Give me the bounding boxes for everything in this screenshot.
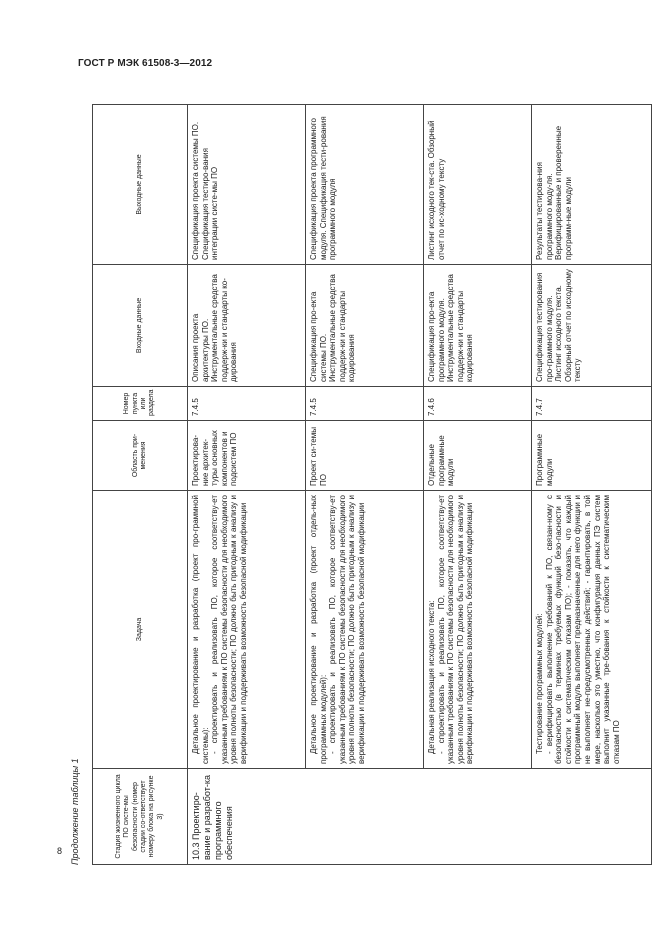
task-title: Детальная реализация исходного текста:: [427, 600, 436, 754]
inputs-cell: Спецификация тестирования про-граммного модуля. Листинг исходного текста. Обзорный отчет по исходному тексту: [532, 265, 652, 387]
task-cell: [424, 491, 532, 769]
table-row: [532, 105, 652, 865]
page-number: 8: [57, 846, 63, 856]
header-task: Задача: [93, 491, 188, 769]
task-title: Детальное проектирование и разработка (проект про-граммной системы):: [191, 495, 210, 764]
task-cell: [306, 491, 424, 769]
lifecycle-table: [92, 104, 652, 865]
document-header: ГОСТ Р МЭК 61508-3—2012: [78, 58, 213, 69]
outputs-cell: Листинг исходного тек-ста. Обзорный отчет по ис-ходному тексту: [424, 105, 532, 265]
inputs-cell: Описания проекта архитектуры ПО. Инструментальные средства поддерж-ки и стандарты ко-дирования: [188, 265, 306, 387]
rotated-content: [64, 85, 620, 865]
stage-cell: 10.3 Проектиро-вание и разработ-ка программного обеспечения: [188, 769, 652, 865]
table-row: [188, 105, 306, 865]
header-inputs: Входные данные: [93, 265, 188, 387]
outputs-cell: Результаты тестирова-ния программного моду-ля. Верифицированные и проверенные программ-ные модули: [532, 105, 652, 265]
clause-cell: 7.4.5: [306, 387, 424, 421]
task-body: - спроектировать и реализовать ПО, которое соответству-ет указанным требованиям к ПО системы безопасности для необходимого уровня полноты безопасности; ПО должно быть пригодным к анализу и верификации и поддерживать возможность безопасной модификации: [328, 495, 366, 764]
scope-cell: Программные модули: [532, 421, 652, 491]
table-header-row: [93, 105, 188, 865]
task-cell: [188, 491, 306, 769]
header-scope: Область при-менения: [93, 421, 188, 491]
task-title: Тестирование программных модулей:: [535, 613, 544, 754]
task-body: - верифицировать выполнение требований к ПО, связан-ному с безопасностью (в терминах требуемых функций безо-пасности и стойкости к систематическим отказам ПО); - показать, что каждый программный модуль выполняет предназначенные для него функции и не выполняет не-предусмотренных действий; - гарантировать, в той мере, насколько это уместно, что конфигурация данных ПЭ систем выполнит указанные тре-бования к стойкости к систематическим отказам ПО: [544, 495, 621, 764]
table-row: [424, 105, 532, 865]
task-cell: [532, 491, 652, 769]
task-body: - спроектировать и реализовать ПО, которое соответству-ет указанным требованиям к ПО системы безопасности для необходимого уровня полноты безопасности; ПО должно быть пригодным к анализу и верификации и поддерживать возможность безопасной модификации: [436, 495, 475, 764]
table-continuation-caption: Продолжение таблицы 1: [70, 758, 80, 865]
inputs-cell: Спецификация про-екта системы ПО. Инструментальные средства поддерж-ки и стандарты кодирования: [306, 265, 424, 387]
clause-cell: 7.4.5: [188, 387, 306, 421]
inputs-cell: Спецификация про-екта программного модуля. Инструментальные средства поддерж-ки и стандарты кодирования: [424, 265, 532, 387]
task-title: Детальное проектирование и разработка (проект отдель-ных программных модулей):: [309, 495, 328, 764]
header-outputs: Выходные данные: [93, 105, 188, 265]
scope-cell: Проектирова-ние архитек-туры основных компонентов и подсистем ПО: [188, 421, 306, 491]
header-clause: Номер пункта или раздела: [93, 387, 188, 421]
outputs-cell: Спецификация проекта системы ПО. Спецификация тестиро-вания интеграции систе-мы ПО: [188, 105, 306, 265]
header-stage: Стадия жизненного цикла ПО систе-мы безопасности (номер стадии со-ответствует номеру блока на рисунке 3): [93, 769, 188, 865]
table-row: [306, 105, 424, 865]
scope-cell: Проект си-темы ПО: [306, 421, 424, 491]
task-body: - спроектировать и реализовать ПО, которое соответству-ет указанным требованиям к ПО системы безопасности для необходимого уровня полноты безопасности; ПО должно быть пригодным к анализу и верификации и поддерживать возможность безопасной модификации: [210, 495, 248, 764]
clause-cell: 7.4.6: [424, 387, 532, 421]
clause-cell: 7.4.7: [532, 387, 652, 421]
outputs-cell: Спецификация проекта программного модуля. Спецификация тести-рования программного модуля: [306, 105, 424, 265]
scope-cell: Отдельные программные модули: [424, 421, 532, 491]
